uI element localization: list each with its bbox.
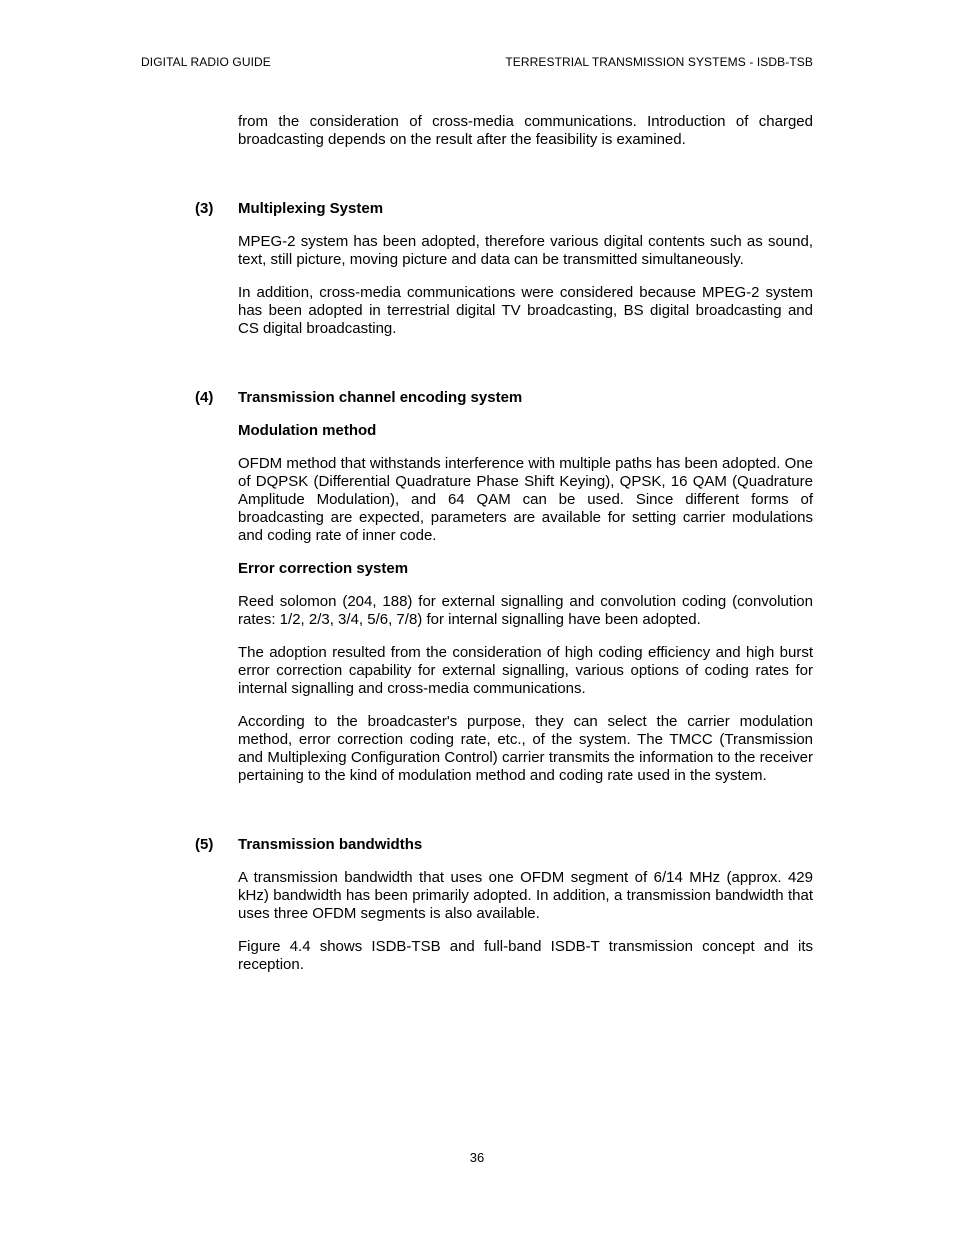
section-3-number: (3) xyxy=(195,200,214,217)
section-3-title: Multiplexing System xyxy=(238,200,384,217)
section-4-subheading-modulation: Modulation method xyxy=(238,422,377,439)
section-5-title: Transmission bandwidths xyxy=(238,836,423,853)
section-5-number: (5) xyxy=(195,836,214,853)
section-4-paragraph-3: The adoption resulted from the consideration of high coding efficiency and high burst error correction capability for external signalling, various options of coding rates for internal signalling and cross-media communications. xyxy=(238,644,813,697)
section-4-heading xyxy=(195,389,813,407)
running-header-left: DIGITAL RADIO GUIDE xyxy=(141,55,271,69)
section-4-paragraph-4: According to the broadcaster's purpose, they can select the carrier modulation method, error correction coding rate, etc., of the system. The TMCC (Transmission and Multiplexing Configuration Control) carrier transmits the information to the receiver pertaining to the kind of modulation method and coding rate used in the system. xyxy=(238,713,813,784)
section-5-paragraph-2: Figure 4.4 shows ISDB-TSB and full-band ISDB-T transmission concept and its reception. xyxy=(238,938,813,973)
running-header-right: TERRESTRIAL TRANSMISSION SYSTEMS - ISDB-TSB xyxy=(505,55,813,69)
section-4-paragraph-1: OFDM method that withstands interference with multiple paths has been adopted. One of DQPSK (Differential Quadrature Phase Shift Keying), QPSK, 16 QAM (Quadrature Amplitude Modulation), and 64 QAM can be used. Since different forms of broadcasting are expected, parameters are available for setting carrier modulations and coding rate of inner code. xyxy=(238,455,813,544)
section-4-number: (4) xyxy=(195,389,214,406)
section-3-paragraph-2: In addition, cross-media communications were considered because MPEG-2 system has been adopted in terrestrial digital TV broadcasting, BS digital broadcasting and CS digital broadcasting. xyxy=(238,284,813,337)
page-body xyxy=(195,113,813,974)
section-3-paragraph-1: MPEG-2 system has been adopted, therefore various digital contents such as sound, text, still picture, moving picture and data can be transmitted simultaneously. xyxy=(238,233,813,268)
page-number: 36 xyxy=(469,1150,485,1165)
section-4-paragraph-2: Reed solomon (204, 188) for external signalling and convolution coding (convolution rates: 1/2, 2/3, 3/4, 5/6, 7/8) for internal signalling have been adopted. xyxy=(238,593,813,628)
section-5-paragraph-1: A transmission bandwidth that uses one OFDM segment of 6/14 MHz (approx. 429 kHz) bandwidth has been primarily adopted. In addition, a transmission bandwidth that uses three OFDM segments is also available. xyxy=(238,869,813,922)
section-4-subheading-error-correction: Error correction system xyxy=(238,560,409,577)
section-4-title: Transmission channel encoding system xyxy=(238,389,523,406)
section-3-heading xyxy=(195,200,813,218)
intro-paragraph: from the consideration of cross-media communications. Introduction of charged broadcasting depends on the result after the feasibility is examined. xyxy=(238,113,813,148)
section-5-heading xyxy=(195,836,813,854)
